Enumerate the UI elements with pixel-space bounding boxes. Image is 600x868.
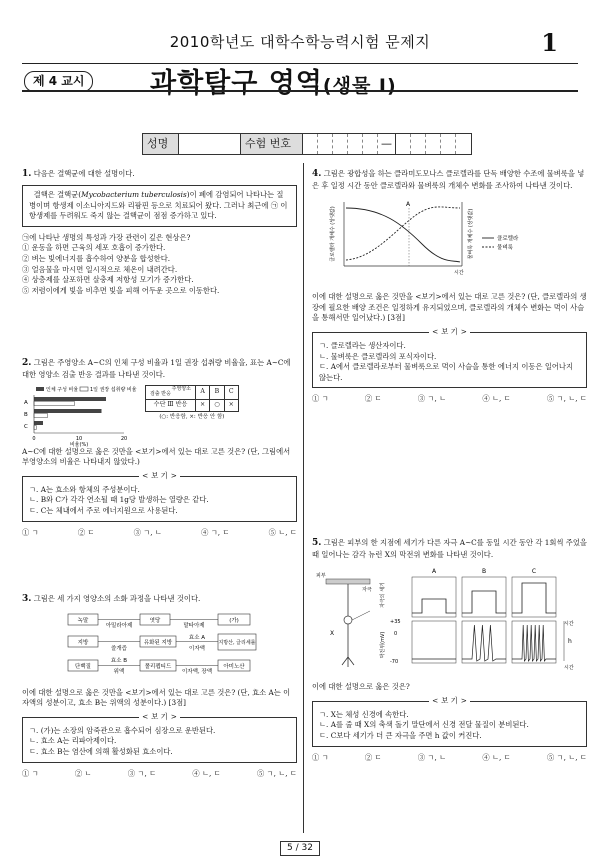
name-field[interactable]: [179, 134, 241, 154]
period-label: 제 4 교시: [24, 71, 93, 92]
neuron-axon: [342, 584, 354, 667]
tick-label: 20: [120, 435, 128, 442]
page-footer: 5 / 32: [280, 841, 320, 856]
exam-no-dash: —: [378, 134, 396, 154]
choice[interactable]: ① ㄱ: [312, 752, 329, 762]
flow-enzyme: 쓸개즙: [111, 646, 127, 653]
q1-option[interactable]: ⑤ 저렴이에게 빛을 비추면 빛을 피해 어두운 곳으로 이동한다.: [22, 285, 220, 295]
bogi-item: ㄴ. A를 줄 때 X의 축색 돌기 말단에서 신경 전달 물질이 분비된다.: [319, 720, 529, 730]
q3-flow-diagram: [22, 610, 292, 680]
series-daphnia: [346, 207, 460, 260]
q1-option[interactable]: ① 운동을 하면 근육의 세포 호흡이 증가한다.: [22, 243, 166, 253]
electrode-label: 자극: [362, 586, 372, 593]
q5-stem: 그림은 피부의 한 지점에 세기가 다른 자극 A~C를 동일 시간 동안 각 1회씩 주었을 때 일어나는 감각 뉴런 X의 막전위 변화를 나타낸 것이다.: [312, 538, 587, 560]
h-label: h: [568, 637, 572, 645]
exam-no-cell[interactable]: [396, 134, 411, 154]
column-divider: [303, 163, 304, 833]
bar-intake: [34, 425, 36, 429]
choice[interactable]: ④ ㄴ, ㄷ: [192, 768, 221, 778]
bogi-item: ㄱ. A는 효소와 항체의 주성분이다.: [29, 484, 140, 494]
flow-node: 유화된 지방: [143, 640, 173, 647]
q1-number: 1.: [22, 169, 32, 179]
q4-choices: [312, 394, 587, 405]
panel-label: A: [431, 567, 437, 575]
q3-choices: [22, 769, 297, 780]
exam-no-cell[interactable]: [441, 134, 456, 154]
q2-bogi: < 보 기 > ㄱ. A는 효소와 항체의 주성분이다. ㄴ. B와 C가 각각 연소될 때 1g당 발생하는 열량은 같다. ㄷ. C는 체내에서 주로 에너지원으로 사용된다.: [22, 476, 297, 522]
q2-bar-chart: [22, 385, 137, 448]
potential-trace: [512, 625, 556, 661]
q5-neuron-figure: [312, 565, 582, 673]
question-5: [312, 537, 587, 763]
q2-number: 2.: [22, 358, 32, 368]
y-axis-left-label: 클로렐라 개체수 (상댓값): [330, 205, 336, 262]
exam-no-cell[interactable]: [318, 134, 333, 154]
q1-option[interactable]: ④ 상층제를 살포하면 살충제 저항성 모기가 증가한다.: [22, 275, 194, 285]
stimulus-trace: [412, 599, 456, 613]
tick-label: 0: [32, 435, 36, 442]
page-badge: 1: [541, 28, 558, 57]
bar-label: A: [24, 399, 28, 406]
time-label-bottom: 시간: [564, 664, 574, 671]
subject-title: [150, 64, 397, 103]
choice[interactable]: ⑤ ㄱ, ㄴ, ㄷ: [256, 768, 297, 778]
neuron-label: X: [330, 629, 335, 637]
choice[interactable]: ① ㄱ: [312, 394, 329, 404]
choice[interactable]: ② ㄷ: [364, 394, 382, 404]
flow-node: 엿당: [149, 618, 161, 625]
table-col-b: B: [210, 385, 224, 399]
q4-question: 이에 대한 설명으로 옳은 것만을 <보기>에서 있는 대로 고른 것은? (단, 클로렐라의 생장에 필요한 배양 조건은 일정하게 유지되었으며, 클로렐라의 개체수 변화는 먹이 사슬을 통해서만 일어났다.) [3점]: [312, 292, 587, 323]
marker-a: A: [406, 200, 411, 208]
exam-no-cell[interactable]: [363, 134, 378, 154]
choice[interactable]: ③ ㄱ, ㄷ: [127, 768, 157, 778]
flow-node: 아미노산: [223, 664, 245, 671]
bogi-item: ㄷ. C는 체내에서 주로 에너지원으로 사용된다.: [29, 505, 178, 515]
flow-node: 지방: [77, 640, 89, 647]
q5-panels: [412, 568, 556, 663]
choice[interactable]: ⑤ ㄱ, ㄴ, ㄷ: [546, 752, 587, 762]
legend-intake: 1일 권장 섭취량 비율: [90, 386, 137, 393]
q2-figures: [22, 385, 297, 448]
bogi-item: ㄴ. 물벼룩은 클로렐라의 포식자이다.: [319, 351, 437, 361]
tick-0: 0: [394, 630, 398, 637]
legend-swatch-body: [36, 387, 44, 391]
q5-number: 5.: [312, 538, 322, 548]
choice[interactable]: ④ ㄴ, ㄷ: [482, 752, 511, 762]
q5-choices: [312, 753, 587, 764]
bar-body: [34, 421, 43, 425]
table-col-a: A: [196, 385, 210, 399]
flow-node: 단백질: [75, 664, 91, 671]
q1-option[interactable]: ③ 얼음물을 마시면 일시적으로 체온이 내려간다.: [22, 264, 178, 274]
exam-no-cell[interactable]: [303, 134, 318, 154]
bogi-item: ㄷ. A에서 클로렐라로부터 물벼룩으로 먹이 사슬을 통한 에너지 이동은 일어나지 않는다.: [319, 362, 574, 382]
page-number: 5: [287, 843, 293, 853]
legend-swatch-intake: [80, 387, 88, 391]
choice[interactable]: ② ㄴ: [74, 768, 92, 778]
flow-enzyme: 이자액: [189, 646, 205, 653]
question-3: [22, 593, 297, 779]
choice[interactable]: ④ ㄴ, ㄷ: [482, 394, 511, 404]
panel-label: B: [481, 567, 487, 575]
skin-layer: [326, 579, 370, 584]
choice[interactable]: ② ㄷ: [77, 527, 95, 537]
table-cell: ○: [210, 399, 224, 411]
y-axis-right-label: 물벼룩 개체수 (상댓값): [468, 208, 474, 259]
bar-body: [34, 397, 106, 401]
tick-minus-70: -70: [390, 658, 399, 665]
flow-enzyme: 효소 A: [188, 635, 206, 642]
q1-options: [22, 243, 297, 296]
table-cell: ×: [196, 399, 210, 411]
q5-question: 이에 대한 설명으로 옳은 것은?: [312, 682, 410, 692]
bogi-item: ㄱ. (가)는 소장의 암죽관으로 흡수되어 심장으로 운반된다.: [29, 725, 216, 735]
choice[interactable]: ③ ㄱ, ㄴ: [133, 527, 162, 537]
q4-bogi: < 보 기 > ㄱ. 클로렐라는 생산자이다. ㄴ. 물벼룩은 클로렐라의 포식자이다. ㄷ. A에서 클로렐라로부터 물벼룩으로 먹이 사슬을 통한 에너지 이동은 일어나지 않는다.: [312, 332, 587, 388]
flow-enzyme: 이자액, 장액: [181, 669, 213, 676]
choice[interactable]: ② ㄷ: [364, 752, 382, 762]
time-label-top: 시간: [564, 620, 574, 627]
stim-axis-label: 자극의 세기: [380, 581, 386, 608]
legend-body: 인체 구성 비율: [46, 386, 79, 393]
tick-label: 10: [75, 435, 83, 442]
name-label: 성명: [143, 134, 179, 154]
exam-no-cell[interactable]: [411, 134, 426, 154]
bar-intake: [34, 413, 48, 417]
q3-bogi: < 보 기 > ㄱ. (가)는 소장의 암죽관으로 흡수되어 심장으로 운반된다. ㄴ. 효소 A는 리파아제이다. ㄷ. 효소 B는 염산에 의해 활성화된 효소이다.: [22, 717, 297, 763]
neuron-soma: [344, 616, 352, 624]
flow-node: 지방산, 글리세롤: [218, 640, 256, 647]
choice[interactable]: ① ㄱ: [22, 768, 39, 778]
q3-question: 이에 대한 설명으로 옳은 것만을 <보기>에서 있는 대로 고른 것은? (단, 효소 A는 이자액의 성분이고, 효소 B는 위액의 성분이다.) [3점]: [22, 687, 291, 708]
exam-no-cell[interactable]: [348, 134, 363, 154]
choice[interactable]: ⑤ ㄱ, ㄴ, ㄷ: [546, 394, 587, 404]
bogi-item: ㄱ. 클로렐라는 생산자이다.: [319, 340, 406, 350]
subject-sub: (생물 Ⅰ): [322, 75, 397, 97]
panel-label: C: [531, 567, 537, 575]
q1-option[interactable]: ② 벼는 빛에너지를 흡수하여 양분을 합성한다.: [22, 253, 171, 263]
flow-node: 녹말: [77, 618, 89, 625]
q4-population-graph: [312, 194, 582, 279]
flow-enzyme: 아밀라아제: [105, 623, 133, 630]
choice[interactable]: ④ ㄱ, ㄷ: [201, 527, 230, 537]
bar-label: B: [24, 411, 28, 418]
q2-question: A~C에 대한 설명으로 옳은 것만을 <보기>에서 있는 대로 고른 것은? (단, 그림에서 부영양소의 비율은 나타내지 않았다.): [22, 446, 291, 467]
exam-no-cell[interactable]: [333, 134, 348, 154]
q2-table-note: (○: 반응함, ×: 반응 안 함): [159, 413, 225, 420]
q1-passage: 결핵은 결핵균(Mycobacterium tuberculosis)이 폐에 감염되어 나타나는 질병이며 항생제 이소니아지드와 리팜핀 등으로 치료되어 왔다. 그러나 최근에 ㉠ 이 항생제를 두려워도 죽지 않는 결핵균이 점점 증가하고 있다.: [22, 185, 297, 227]
choice[interactable]: ③ ㄱ, ㄴ: [417, 752, 447, 762]
bogi-item: ㄷ. C보다 세기가 더 큰 자극을 주면 h 값이 커진다.: [319, 730, 482, 740]
subject-main: 과학탐구 영역: [150, 68, 323, 99]
question-4: [312, 168, 587, 405]
q3-number: 3.: [22, 594, 32, 604]
q4-stem: 그림은 광합성을 하는 클라미도모나스 클로렐라를 단독 배양한 수조에 물벼룩을 넣은 후 일정 시간 동안 클로렐라와 물벼룩의 개체수 변화를 조사하여 나타낸 것이다.: [312, 169, 585, 191]
table-row-label: 수단 Ⅲ 반응: [146, 399, 196, 411]
bogi-item: ㄷ. 효소 B는 염산에 의해 활성화된 효소이다.: [29, 746, 173, 756]
table-col-c: C: [224, 385, 238, 399]
exam-no-label: 수험 번호: [241, 134, 303, 154]
exam-title: 2010학년도 대학수학능력시험 문제지: [169, 33, 431, 51]
stimulus-trace: [462, 591, 506, 613]
q2-choices: [22, 528, 297, 539]
choice[interactable]: ③ ㄱ, ㄴ: [417, 394, 447, 404]
flow-enzyme: 효소 B: [110, 658, 128, 665]
flow-enzyme: 위액: [113, 669, 125, 676]
bar-intake: [34, 401, 75, 405]
bogi-item: ㄴ. B와 C가 각각 연소될 때 1g당 발생하는 열량은 같다.: [29, 495, 209, 505]
potential-trace: [462, 625, 506, 661]
flow-node: (가): [229, 618, 239, 625]
identity-row: [142, 133, 472, 155]
q1-stem: 다음은 결핵균에 대한 설명이다.: [33, 169, 135, 178]
bogi-item: ㄴ. 효소 A는 리파아제이다.: [29, 736, 117, 746]
series-chlorella: [346, 208, 460, 262]
choice[interactable]: ⑤ ㄴ, ㄷ: [268, 527, 297, 537]
question-1: [22, 168, 297, 296]
legend-chlorella: 클로렐라: [497, 235, 519, 242]
question-2: [22, 357, 297, 538]
table-cell: ×: [224, 399, 238, 411]
bogi-item: ㄱ. X는 체성 신경에 속한다.: [319, 709, 409, 719]
stimulus-trace: [512, 583, 556, 613]
q2-table: 주영양소 검출 반응 A B C 수단 Ⅲ 반응 × ○ ×: [145, 385, 239, 412]
bar-body: [34, 409, 102, 413]
q2-stem: 그림은 주영양소 A~C의 인체 구성 비율과 1일 권장 섭취량 비율을, 표는 A~C에 대한 영양소 검출 반응 결과를 나타낸 것이다.: [22, 358, 291, 380]
exam-no-cell[interactable]: [426, 134, 441, 154]
q2-table-wrap: [145, 385, 239, 443]
header-rule-thick: [22, 90, 578, 92]
x-axis-label: 시간: [454, 269, 464, 276]
q4-number: 4.: [312, 169, 322, 179]
flow-enzyme: 말타아제: [183, 623, 205, 630]
tick-35: +35: [390, 618, 401, 625]
skin-label: 피부: [316, 572, 326, 579]
axis-label: 비율(%): [69, 441, 89, 448]
exam-no-cell[interactable]: [456, 134, 471, 154]
flow-node: 폴리펩티드: [144, 664, 172, 671]
legend-daphnia: 물벼룩: [497, 244, 513, 251]
q1-question: ㉠에 나타난 생명의 특성과 가장 관련이 깊은 현상은?: [22, 232, 191, 242]
q3-stem: 그림은 세 가지 영양소의 소화 과정을 나타낸 것이다.: [33, 594, 201, 603]
q5-bogi: < 보 기 > ㄱ. X는 체성 신경에 속한다. ㄴ. A를 줄 때 X의 축색 돌기 말단에서 신경 전달 물질이 분비된다. ㄷ. C보다 세기가 더 큰 자극을 주면 h 값이 커진다.: [312, 701, 587, 747]
mv-axis-label: 막전위(mV): [380, 631, 386, 658]
page-total: 32: [301, 843, 313, 853]
bar-label: C: [24, 423, 28, 430]
choice[interactable]: ① ㄱ: [22, 527, 39, 537]
